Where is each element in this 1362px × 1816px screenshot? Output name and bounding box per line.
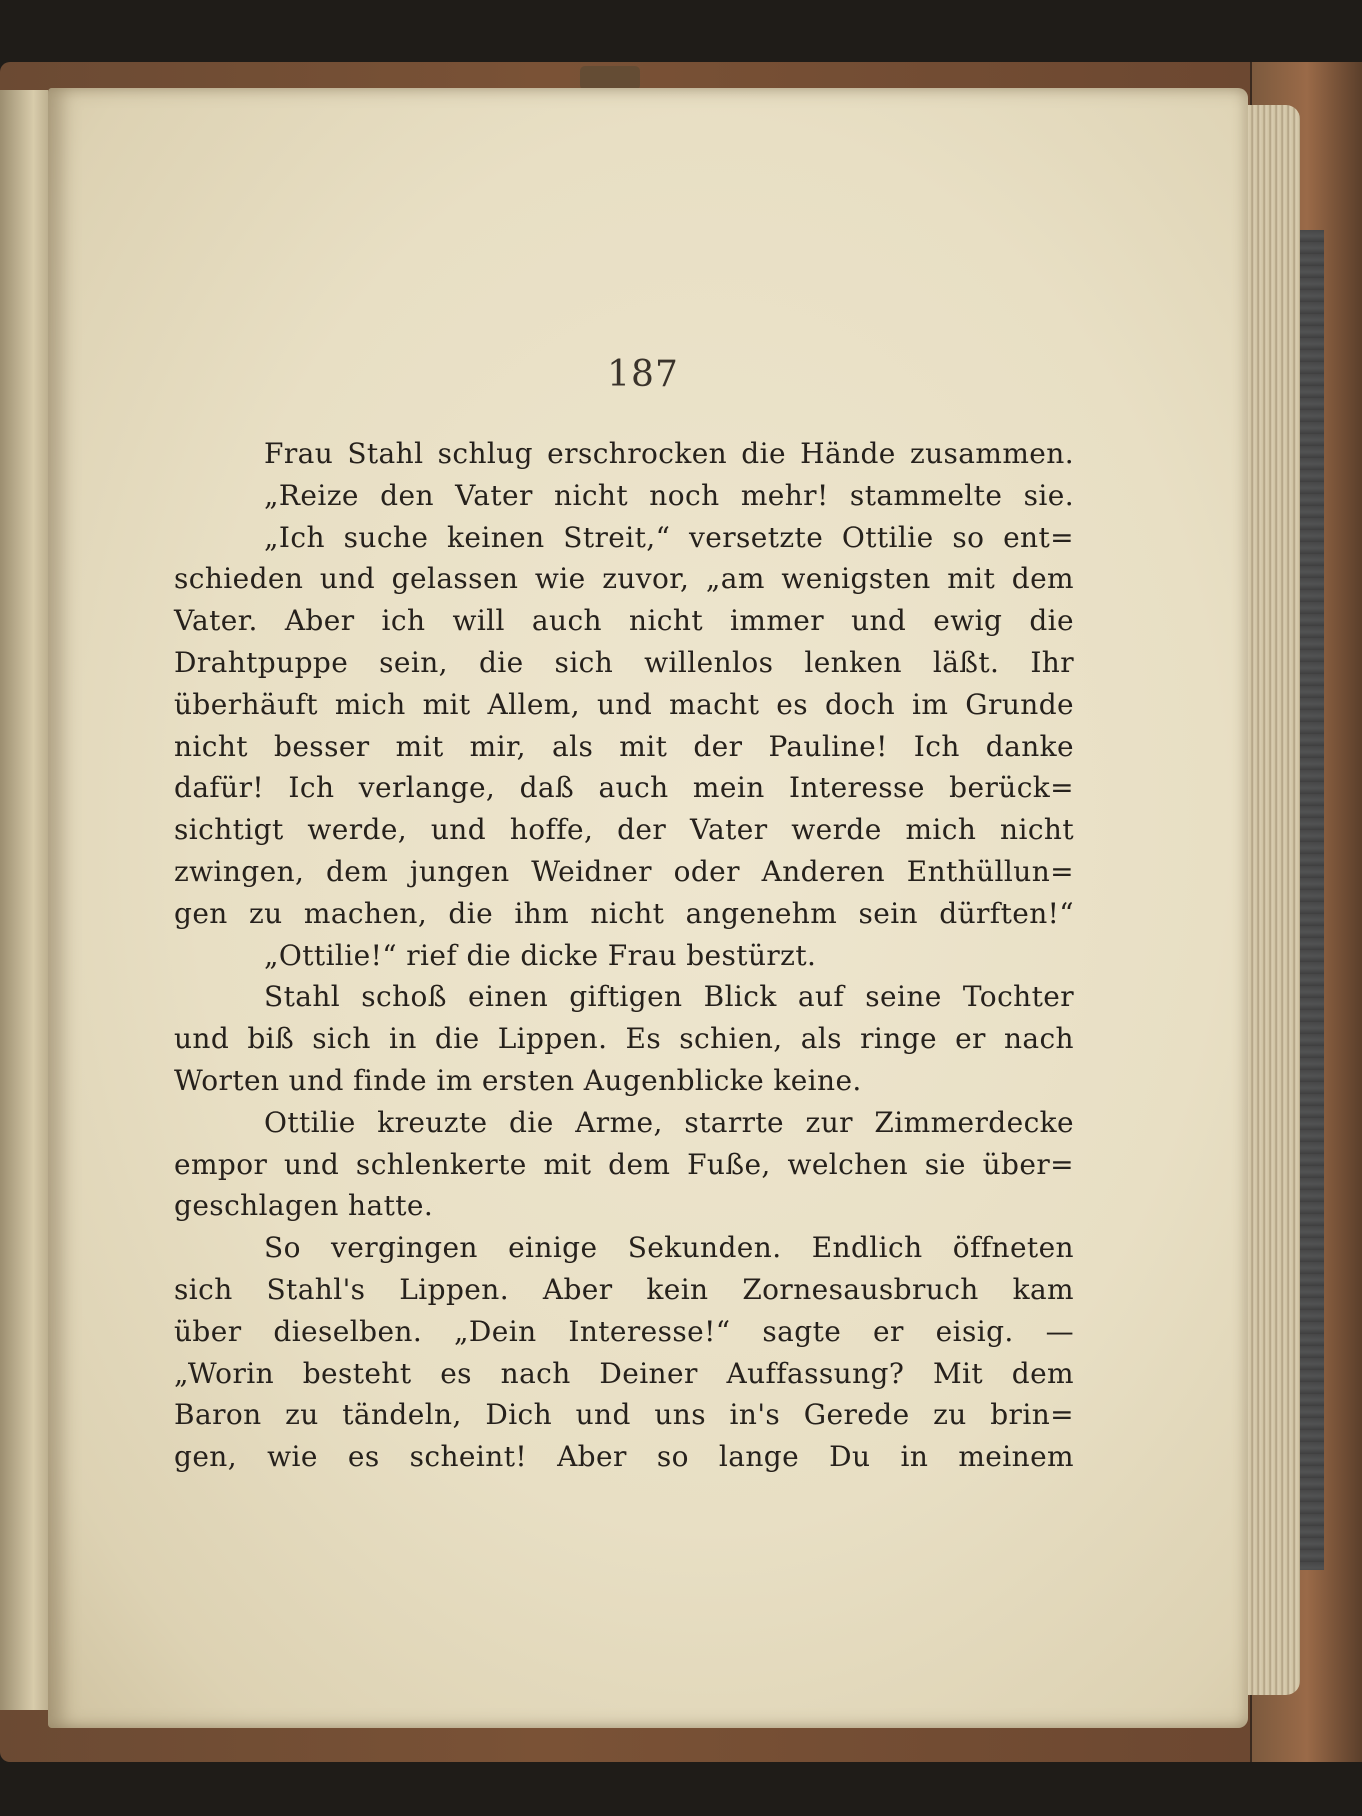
text-line: geschlagen hatte. bbox=[174, 1189, 434, 1223]
text-line: schieden und gelassen wie zuvor, „am wenigsten mit dem bbox=[174, 562, 1074, 596]
text-line: über dieselben. „Dein Interesse!“ sagte er eisig. — bbox=[174, 1314, 1074, 1348]
text-line: Baron zu tändeln, Dich und uns in's Gerede zu brin= bbox=[174, 1398, 1074, 1432]
text-line: dafür! Ich verlange, daß auch mein Interesse berück= bbox=[174, 771, 1074, 805]
book-page bbox=[48, 88, 1248, 1728]
text-line: empor und schlenkerte mit dem Fuße, welchen sie über= bbox=[174, 1147, 1074, 1181]
clasp bbox=[580, 66, 640, 90]
text-line: sichtigt werde, und hoffe, der Vater werde mich nicht bbox=[174, 813, 1074, 847]
text-line: Drahtpuppe sein, die sich willenlos lenken läßt. Ihr bbox=[174, 645, 1074, 679]
text-body bbox=[174, 433, 1074, 1478]
text-line: zwingen, dem jungen Weidner oder Anderen Enthüllun= bbox=[174, 854, 1074, 888]
page-number: 187 bbox=[607, 354, 679, 395]
text-line: nicht besser mit mir, als mit der Pauline! Ich danke bbox=[174, 729, 1074, 763]
left-page-edge bbox=[0, 90, 48, 1710]
text-line: „Worin besteht es nach Deiner Auffassung? Mit dem bbox=[174, 1356, 1074, 1390]
text-line: Vater. Aber ich will auch nicht immer und ewig die bbox=[174, 604, 1074, 638]
text-line: „Ottilie!“ rief die dicke Frau bestürzt. bbox=[264, 938, 817, 972]
text-line: Stahl schoß einen giftigen Blick auf seine Tochter bbox=[264, 980, 1074, 1014]
text-line: „Reize den Vater nicht noch mehr! stammelte sie. bbox=[264, 478, 1074, 512]
text-line: gen zu machen, die ihm nicht angenehm sein dürften!“ bbox=[174, 896, 1074, 930]
text-line: überhäuft mich mit Allem, und macht es doch im Grunde bbox=[174, 687, 1074, 721]
text-line: und biß sich in die Lippen. Es schien, als ringe er nach bbox=[174, 1022, 1074, 1056]
text-line: Frau Stahl schlug erschrocken die Hände zusammen. bbox=[264, 437, 1074, 470]
text-line: „Ich suche keinen Streit,“ versetzte Ottilie so ent= bbox=[264, 520, 1074, 554]
text-line: gen, wie es scheint! Aber so lange Du in meinem bbox=[174, 1440, 1074, 1474]
text-line: So vergingen einige Sekunden. Endlich öffneten bbox=[264, 1231, 1074, 1265]
text-line: Ottilie kreuzte die Arme, starrte zur Zimmerdecke bbox=[264, 1105, 1074, 1139]
text-line: Worten und finde im ersten Augenblicke keine. bbox=[174, 1063, 862, 1097]
text-line: sich Stahl's Lippen. Aber kein Zornesausbruch kam bbox=[174, 1272, 1074, 1306]
